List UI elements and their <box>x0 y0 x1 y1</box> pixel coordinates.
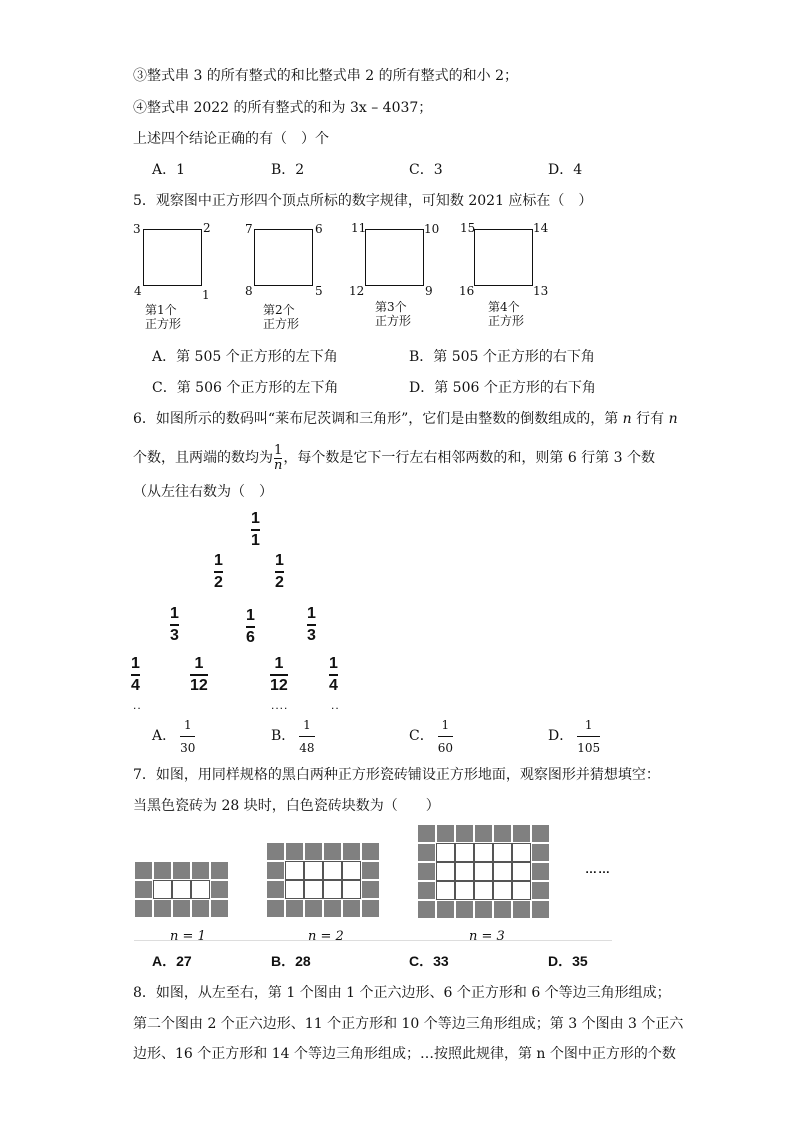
tile-label-n1: n = 1 <box>170 929 206 944</box>
black-tile <box>361 842 380 861</box>
square-4 <box>474 229 533 286</box>
triangle-row1-1: 1 1 <box>251 510 260 549</box>
square-4-tr: 14 <box>533 221 549 235</box>
black-tile <box>266 899 285 918</box>
tile-label-n3: n = 3 <box>469 929 505 944</box>
square-3-tl: 11 <box>351 221 367 235</box>
q5-option-c[interactable]: C．第 506 个正方形的左下角 <box>152 380 339 396</box>
triangle-row4-4: 1 4 <box>329 655 338 694</box>
white-tile <box>172 880 191 899</box>
black-tile <box>134 861 153 880</box>
square-2-tr: 6 <box>315 222 323 236</box>
square-3-br: 9 <box>425 284 433 298</box>
q6-option-a[interactable]: A． 1 30 <box>152 717 196 755</box>
white-tile <box>304 861 323 880</box>
q6-stem-fraction: 1 n <box>274 442 283 473</box>
black-tile <box>304 842 323 861</box>
black-tile <box>493 900 512 919</box>
white-tile <box>342 861 361 880</box>
white-tile <box>285 880 304 899</box>
triangle-row4-1: 1 4 <box>131 655 140 694</box>
square-2-br: 5 <box>315 284 323 298</box>
black-tile <box>361 899 380 918</box>
q6-option-c[interactable]: C． 1 60 <box>409 717 453 755</box>
black-tile <box>266 842 285 861</box>
black-tile <box>172 899 191 918</box>
q8-stem-line3: 边形、16 个正方形和 14 个等边三角形组成；…按照此规律，第 n 个图中正方形的个数 <box>133 1046 676 1062</box>
black-tile <box>512 900 531 919</box>
white-tile <box>153 880 172 899</box>
triangle-row3-1: 1 3 <box>170 605 179 644</box>
tile-grid-n2 <box>266 842 380 918</box>
white-tile <box>323 880 342 899</box>
black-tile <box>436 900 455 919</box>
q8-stem-line2: 第二个图由 2 个正六边形、11 个正方形和 10 个等边三角形组成；第 3 个图由 3 个正六 <box>133 1016 684 1032</box>
black-tile <box>266 880 285 899</box>
black-tile <box>285 842 304 861</box>
black-tile <box>210 899 229 918</box>
triangle-row2-2: 1 2 <box>275 552 284 591</box>
q4-prompt: 上述四个结论正确的有（ ）个 <box>133 131 329 147</box>
q7-option-d[interactable]: D．35 <box>548 953 588 969</box>
white-tile <box>512 862 531 881</box>
white-tile <box>285 861 304 880</box>
triangle-dots-middle: .... <box>271 698 289 712</box>
square-4-br: 13 <box>533 284 549 298</box>
black-tile <box>436 824 455 843</box>
square-1 <box>143 229 202 286</box>
q6-stem-line1: 6．如图所示的数码叫“莱布尼茨调和三角形”，它们是由整数的倒数组成的，第 n 行有 n <box>133 411 678 427</box>
q8-stem-line1: 8．如图，从左至右，第 1 个图由 1 个正六边形、6 个正方形和 6 个等边三角形组成； <box>133 985 671 1001</box>
black-tile <box>153 899 172 918</box>
q4-option-b[interactable]: B．2 <box>271 162 305 178</box>
black-tile <box>191 899 210 918</box>
black-tile <box>323 842 342 861</box>
black-tile <box>361 861 380 880</box>
black-tile <box>342 842 361 861</box>
q5-option-d[interactable]: D．第 506 个正方形的右下角 <box>409 380 596 396</box>
triangle-row3-3: 1 3 <box>307 605 316 644</box>
white-tile <box>436 862 455 881</box>
black-tile <box>455 900 474 919</box>
triangle-row2-1: 1 2 <box>214 552 223 591</box>
square-3-tr: 10 <box>424 222 440 236</box>
triangle-row3-2: 1 6 <box>246 607 255 646</box>
black-tile <box>417 900 436 919</box>
square-1-tl: 3 <box>133 222 141 236</box>
white-tile <box>512 881 531 900</box>
q7-stem-line1: 7．如图，用同样规格的黑白两种正方形瓷砖铺设正方形地面，观察图形并猜想填空： <box>133 767 660 783</box>
black-tile <box>134 880 153 899</box>
tile-grid-n1 <box>134 861 229 918</box>
q7-option-c[interactable]: C．33 <box>409 953 449 969</box>
square-4-tl: 15 <box>460 221 476 235</box>
statement-4: ④整式串 2022 的所有整式的和为 3x – 4037； <box>133 100 433 116</box>
black-tile <box>417 881 436 900</box>
square-4-bl: 16 <box>459 284 475 298</box>
black-tile <box>417 843 436 862</box>
white-tile <box>512 843 531 862</box>
triangle-dots-right: .. <box>331 698 340 712</box>
triangle-row4-2: 1 12 <box>190 655 208 694</box>
black-tile <box>512 824 531 843</box>
q4-option-d[interactable]: D．4 <box>548 162 583 178</box>
black-tile <box>474 824 493 843</box>
q4-option-c[interactable]: C．3 <box>409 162 443 178</box>
black-tile <box>531 881 550 900</box>
black-tile <box>266 861 285 880</box>
q6-option-b[interactable]: B． 1 48 <box>271 717 315 755</box>
square-1-tr: 2 <box>203 221 211 235</box>
black-tile <box>531 862 550 881</box>
black-tile <box>455 824 474 843</box>
black-tile <box>210 880 229 899</box>
q5-option-b[interactable]: B．第 505 个正方形的右下角 <box>409 349 595 365</box>
black-tile <box>342 899 361 918</box>
square-3-label: 第3个 正方形 <box>375 300 412 328</box>
q5-stem: 5．观察图中正方形四个顶点所标的数字规律，可知数 2021 应标在（ ） <box>133 193 593 209</box>
square-2-tl: 7 <box>245 222 253 236</box>
black-tile <box>191 861 210 880</box>
square-4-label: 第4个 正方形 <box>488 300 525 328</box>
white-tile <box>455 862 474 881</box>
white-tile <box>455 843 474 862</box>
q6-stem-line3: （从左往右数为（ ） <box>133 484 273 500</box>
q7-option-a[interactable]: A．27 <box>152 953 192 969</box>
white-tile <box>474 862 493 881</box>
black-tile <box>210 861 229 880</box>
square-1-br: 1 <box>202 288 210 302</box>
tile-label-n2: n = 2 <box>308 929 344 944</box>
q6-stem-line2: 个数，且两端的数均为 1 n ，每个数是它下一行左右相邻两数的和，则第 6 行第 3 个数 <box>133 442 655 473</box>
black-tile <box>531 824 550 843</box>
white-tile <box>493 862 512 881</box>
black-tile <box>361 880 380 899</box>
q7-option-b[interactable]: B．28 <box>271 953 311 969</box>
tile-grid-n3 <box>417 824 550 919</box>
square-2-label: 第2个 正方形 <box>263 303 300 331</box>
statement-3: ③整式串 3 的所有整式的和比整式串 2 的所有整式的和小 2； <box>133 68 518 84</box>
black-tile <box>134 899 153 918</box>
black-tile <box>531 843 550 862</box>
white-tile <box>342 880 361 899</box>
black-tile <box>323 899 342 918</box>
q7-stem-line2: 当黑色瓷砖为 28 块时，白色瓷砖块数为（ ） <box>133 798 440 814</box>
square-3 <box>365 229 424 286</box>
white-tile <box>493 843 512 862</box>
q5-option-a[interactable]: A．第 505 个正方形的左下角 <box>152 349 338 365</box>
square-2-bl: 8 <box>245 284 253 298</box>
triangle-row4-3: 1 12 <box>270 655 288 694</box>
white-tile <box>191 880 210 899</box>
black-tile <box>474 900 493 919</box>
square-3-bl: 12 <box>349 284 365 298</box>
black-tile <box>285 899 304 918</box>
square-1-label: 第1个 正方形 <box>145 303 182 331</box>
tile-ellipsis: …… <box>585 862 611 876</box>
black-tile <box>417 824 436 843</box>
black-tile <box>493 824 512 843</box>
triangle-dots-left: .. <box>133 698 142 712</box>
square-2 <box>254 229 313 286</box>
white-tile <box>436 843 455 862</box>
black-tile <box>304 899 323 918</box>
black-tile <box>417 862 436 881</box>
white-tile <box>493 881 512 900</box>
black-tile <box>531 900 550 919</box>
white-tile <box>474 881 493 900</box>
white-tile <box>455 881 474 900</box>
white-tile <box>323 861 342 880</box>
white-tile <box>304 880 323 899</box>
white-tile <box>474 843 493 862</box>
q4-option-a[interactable]: A．1 <box>152 162 186 178</box>
square-1-bl: 4 <box>134 284 142 298</box>
white-tile <box>436 881 455 900</box>
black-tile <box>153 861 172 880</box>
q6-option-d[interactable]: D． 1 105 <box>548 717 601 755</box>
black-tile <box>172 861 191 880</box>
